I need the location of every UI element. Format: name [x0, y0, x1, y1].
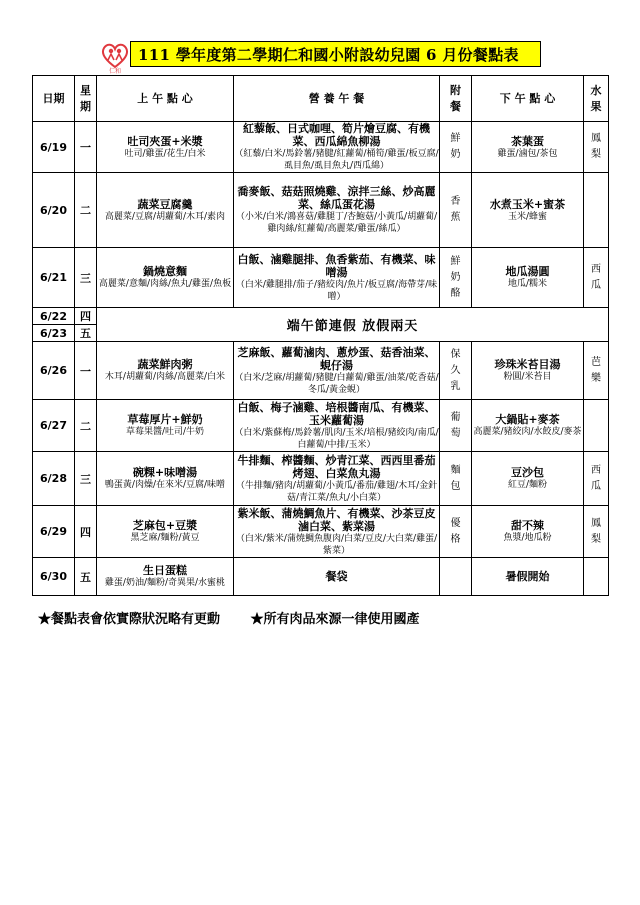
dow-cell: 五	[75, 325, 97, 342]
dow-cell: 二	[75, 400, 97, 452]
menu-row	[33, 248, 609, 308]
dow-cell: 三	[75, 452, 97, 506]
lunch-cell	[234, 506, 440, 558]
afternoon-snack-details: 魚漿/地瓜粉	[503, 533, 552, 543]
afternoon-snack-cell	[472, 122, 584, 173]
lunch-details: （白米/芝麻/胡蘿蔔/豬腱/白蘿蔔/雞蛋/油菜/乾香菇/冬瓜/黃金蜆）	[234, 372, 439, 395]
side-cell	[440, 506, 472, 558]
morning-snack-cell	[97, 452, 234, 506]
menu-row	[33, 452, 609, 506]
side-text: 鮮奶	[450, 133, 461, 160]
dow-cell: 五	[75, 558, 97, 596]
afternoon-snack-title: 水煮玉米+蜜茶	[489, 197, 566, 211]
page-title: 111 學年度第二學期仁和國小附設幼兒園 6 月份餐點表	[138, 46, 519, 64]
morning-snack-cell	[97, 173, 234, 248]
lunch-details: （白米/雞腿排/茄子/豬絞肉/魚片/板豆腐/海帶芽/味噌）	[235, 279, 438, 302]
side-cell	[440, 558, 472, 596]
side-cell	[440, 400, 472, 452]
afternoon-snack-details: 雞蛋/滷包/茶包	[497, 148, 558, 159]
afternoon-snack-title: 茶葉蛋	[511, 134, 544, 148]
lunch-cell	[234, 122, 440, 173]
fruit-cell	[584, 452, 609, 506]
side-text: 優格	[450, 517, 461, 545]
dow-cell: 一	[75, 122, 97, 173]
morning-snack-cell	[97, 248, 234, 308]
afternoon-snack-cell	[472, 558, 584, 596]
side-cell	[440, 173, 472, 248]
side-text: 葡萄	[450, 411, 461, 439]
lunch-details: （小米/白米/鴻喜菇/雞腿丁/杏鮑菇/小黃瓜/胡蘿蔔/雞肉絲/紅蘿蔔/高麗菜/雞蛋/絲瓜）	[235, 212, 438, 234]
holiday-cell	[97, 308, 609, 342]
fruit-cell	[584, 506, 609, 558]
afternoon-snack-title: 地瓜湯圓	[505, 265, 550, 278]
fruit-text: 鳳梨	[591, 517, 601, 545]
menu-row	[33, 506, 609, 558]
afternoon-snack-details: 粉圓/米苔目	[503, 372, 552, 382]
side-text: 鮮奶酪	[450, 255, 461, 299]
morning-snack-title: 鍋燒意麵	[143, 265, 187, 278]
morning-snack-cell	[97, 506, 234, 558]
menu-row	[33, 122, 609, 173]
side-cell	[440, 122, 472, 173]
morning-snack-title: 吐司夾蛋+米漿	[127, 134, 203, 148]
header-date: 日期	[33, 76, 75, 122]
fruit-text: 鳳梨	[591, 133, 601, 160]
menu-row	[33, 400, 609, 452]
lunch-title: 牛排麵、榨醬麵、炒青江菜、西西里番茄烤翅、白菜魚丸湯	[237, 453, 436, 480]
lunch-details: （白米/紫蘇梅/馬鈴薯/肌肉/玉米/培根/豬絞肉/南瓜/白蘿蔔/中排/玉米）	[234, 427, 439, 450]
afternoon-snack-title: 甜不辣	[511, 519, 544, 532]
morning-snack-title: 碗粿+味噌湯	[132, 466, 198, 479]
side-cell	[440, 342, 472, 400]
morning-snack-cell	[97, 558, 234, 596]
date-cell: 6/26	[33, 342, 75, 400]
morning-snack-cell	[97, 400, 234, 452]
morning-snack-title: 蔬菜鮮肉粥	[137, 358, 193, 371]
header-fruit: 水果	[584, 76, 609, 122]
morning-snack-title: 蔬菜豆腐羹	[137, 197, 193, 211]
date-cell: 6/20	[33, 173, 75, 248]
lunch-details: （白米/紫米/蒲燒鯛魚腹肉/白菜/豆皮/大白菜/雞蛋/紫菜）	[235, 533, 438, 556]
morning-snack-details: 雞蛋/奶油/麵粉/奇異果/水蜜桃	[104, 578, 226, 588]
morning-snack-details: 鴨蛋黃/肉燥/在來米/豆腐/味噌	[104, 480, 226, 490]
morning-snack-details: 吐司/雞蛋/花生/白米	[124, 148, 206, 159]
lunch-details: （牛排麵/豬肉/胡蘿蔔/小黃瓜/番茄/雞翅/木耳/金針菇/青江菜/魚丸/小白菜）	[235, 480, 438, 503]
dow-cell: 二	[75, 173, 97, 248]
date-cell: 6/29	[33, 506, 75, 558]
header-row	[33, 76, 609, 122]
morning-snack-details: 草莓果醬/吐司/牛奶	[125, 427, 205, 437]
lunch-title: 芝麻飯、蘿蔔滷肉、蔥炒蛋、菇香油菜、蜆仔湯	[237, 345, 436, 372]
fruit-cell	[584, 248, 609, 308]
menu-row	[33, 173, 609, 248]
header-side: 附餐	[440, 76, 472, 122]
morning-snack-details: 黑芝麻/麵粉/黃豆	[130, 533, 200, 543]
lunch-cell	[234, 400, 440, 452]
menu-table	[32, 75, 609, 596]
lunch-details: （紅藜/白米/馬鈴薯/豬腱/紅蘿蔔/桶筍/雞蛋/板豆腐/虱目魚/虱目魚丸/西瓜綿）	[234, 149, 439, 171]
fruit-cell	[584, 342, 609, 400]
afternoon-snack-details: 玉米/蜂蜜	[507, 211, 548, 222]
side-text: 香蕉	[450, 196, 461, 223]
afternoon-snack-cell	[472, 173, 584, 248]
morning-snack-details: 高麗菜/豆腐/胡蘿蔔/木耳/素肉	[104, 211, 226, 222]
afternoon-snack-cell	[472, 506, 584, 558]
lunch-cell	[234, 558, 440, 596]
lunch-cell	[234, 248, 440, 308]
heart-children-logo-icon	[100, 40, 130, 74]
lunch-title: 餐袋	[325, 570, 348, 583]
afternoon-snack-details: 紅豆/麵粉	[507, 480, 548, 490]
dow-cell: 四	[75, 308, 97, 325]
school-logo	[100, 40, 130, 74]
morning-snack-cell	[97, 342, 234, 400]
lunch-title: 紅藜飯、日式咖哩、筍片燴豆腐、有機菜、西瓜綿魚柳湯	[243, 122, 430, 148]
dow-cell: 四	[75, 506, 97, 558]
lunch-title: 白飯、滷雞腿排、魚香紫茄、有機菜、味噌湯	[237, 252, 436, 279]
morning-snack-details: 木耳/胡蘿蔔/肉絲/高麗菜/白米	[104, 372, 226, 382]
header-dow: 星期	[75, 76, 97, 122]
fruit-cell	[584, 558, 609, 596]
date-cell: 6/21	[33, 248, 75, 308]
side-cell	[440, 248, 472, 308]
notes	[38, 608, 446, 627]
note-item: ★餐點表會依實際狀況略有更動	[38, 612, 221, 627]
header-morning-snack: 上 午 點 心	[97, 76, 234, 122]
lunch-title: 喬麥飯、菇菇照燒雞、涼拌三絲、炒高麗菜、絲瓜蛋花湯	[237, 185, 436, 211]
lunch-title: 紫米飯、蒲燒鯛魚片、有機菜、沙茶豆皮滷白菜、紫菜湯	[237, 506, 436, 533]
lunch-cell	[234, 173, 440, 248]
morning-snack-cell	[97, 122, 234, 173]
afternoon-snack-cell	[472, 400, 584, 452]
date-cell: 6/27	[33, 400, 75, 452]
dow-cell: 一	[75, 342, 97, 400]
lunch-cell	[234, 452, 440, 506]
side-text: 保久乳	[450, 348, 461, 392]
afternoon-snack-cell	[472, 452, 584, 506]
side-text: 麵包	[450, 464, 461, 492]
fruit-text: 西瓜	[591, 263, 601, 291]
date-cell: 6/19	[33, 122, 75, 173]
side-cell	[440, 452, 472, 506]
fruit-text: 西瓜	[591, 464, 601, 492]
fruit-cell	[584, 173, 609, 248]
afternoon-snack-title: 豆沙包	[511, 466, 544, 479]
fruit-cell	[584, 122, 609, 173]
fruit-text: 芭樂	[591, 356, 601, 384]
afternoon-snack-cell	[472, 342, 584, 400]
note-item: ★所有肉品來源一律使用國產	[250, 612, 420, 627]
afternoon-snack-details: 高麗菜/豬絞肉/水餃皮/麥茶	[473, 427, 582, 437]
morning-snack-title: 芝麻包+豆漿	[132, 519, 198, 532]
menu-row	[33, 342, 609, 400]
lunch-cell	[234, 342, 440, 400]
date-cell: 6/30	[33, 558, 75, 596]
morning-snack-details: 高麗菜/意麵/肉絲/魚丸/雞蛋/魚板	[98, 279, 232, 289]
afternoon-snack-cell	[472, 248, 584, 308]
afternoon-snack-details: 地瓜/糯米	[507, 279, 548, 289]
holiday-text: 端午節連假 放假兩天	[286, 319, 419, 334]
menu-row	[33, 308, 609, 325]
date-cell: 6/22	[33, 308, 75, 325]
afternoon-snack-title: 珍珠米苔目湯	[494, 358, 561, 371]
date-cell: 6/28	[33, 452, 75, 506]
afternoon-snack-title: 大鍋貼+麥茶	[495, 413, 560, 426]
date-cell: 6/23	[33, 325, 75, 342]
morning-snack-title: 生日蛋糕	[143, 564, 187, 577]
dow-cell: 三	[75, 248, 97, 308]
fruit-cell	[584, 400, 609, 452]
morning-snack-title: 草莓厚片+鮮奶	[127, 413, 203, 426]
lunch-title: 白飯、梅子滷雞、培根醬南瓜、有機菜、玉米蘿蔔湯	[237, 400, 436, 427]
afternoon-snack-title: 暑假開始	[505, 570, 550, 583]
header-lunch: 營 養 午 餐	[234, 76, 440, 122]
header-afternoon-snack: 下 午 點 心	[472, 76, 584, 122]
menu-row	[33, 558, 609, 596]
logo-text: 仁和	[108, 68, 122, 74]
